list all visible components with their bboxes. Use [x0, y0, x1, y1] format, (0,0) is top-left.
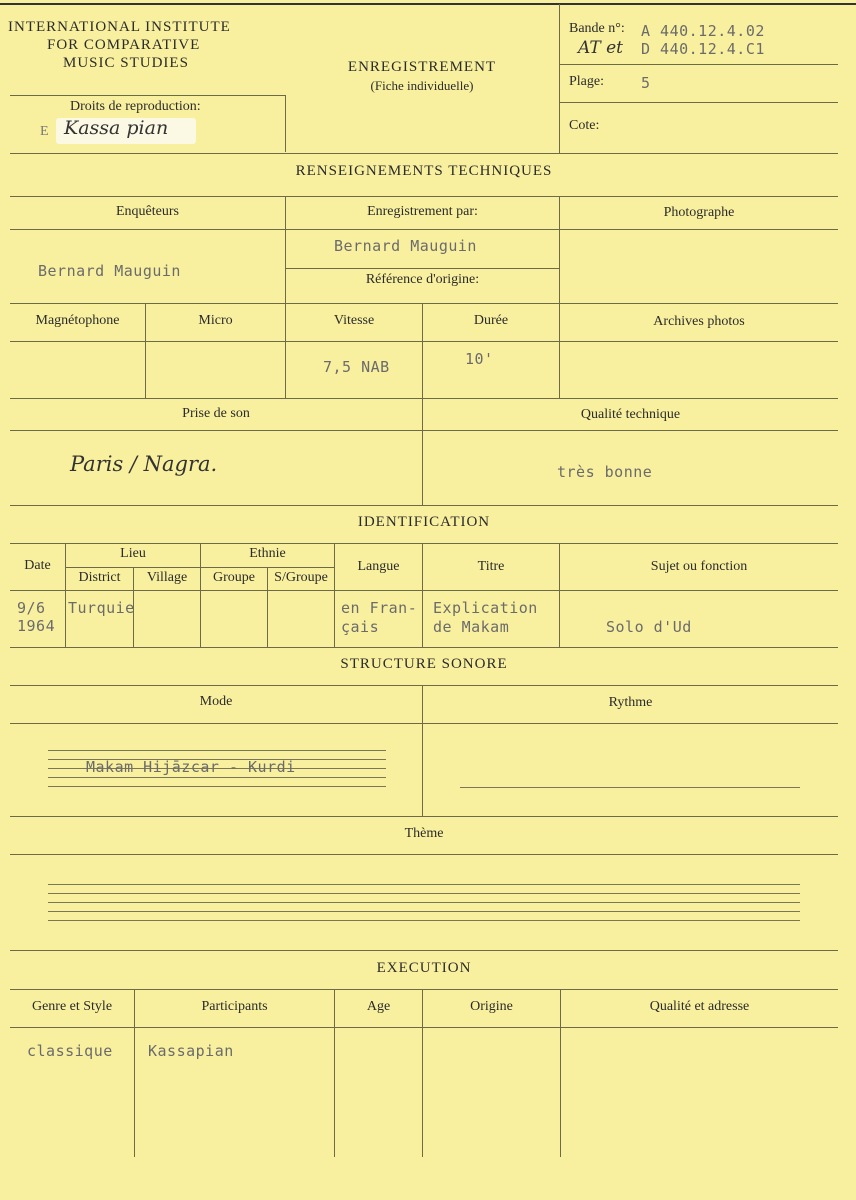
- section-title-technique: RENSEIGNEMENTS TECHNIQUES: [295, 163, 553, 179]
- theme-label: Thème: [404, 826, 444, 841]
- theme-staff-line: [48, 920, 800, 921]
- institute-line-2: FOR COMPARATIVE: [47, 37, 201, 53]
- structure-top-rule: [10, 647, 838, 648]
- titre-value-1: Explication: [433, 599, 538, 617]
- rights-handwritten: Kassa pian: [64, 117, 169, 139]
- tech-head-rule: [10, 229, 838, 230]
- qualite-value: très bonne: [557, 463, 653, 481]
- participants-value: Kassapian: [148, 1042, 234, 1060]
- bande-label: Bande n°:: [569, 21, 625, 36]
- bande-d-value: D 440.12.4.C1: [641, 40, 765, 58]
- prise-head-rule: [10, 430, 838, 431]
- micro-label: Micro: [198, 313, 233, 328]
- rythme-label: Rythme: [608, 695, 653, 710]
- genre-label: Genre et Style: [31, 999, 113, 1014]
- enregistrement-par-value: Bernard Mauguin: [334, 237, 477, 255]
- plage-label: Plage:: [569, 74, 604, 89]
- institute-line-1: INTERNATIONAL INSTITUTE: [8, 19, 231, 35]
- langue-value-1: en Fran-: [341, 599, 418, 617]
- tech-mid-rule: [286, 268, 559, 269]
- rythme-line: [460, 787, 800, 788]
- section-title-structure: STRUCTURE SONORE: [340, 656, 508, 672]
- mode-label: Mode: [199, 694, 233, 709]
- titre-label: Titre: [477, 559, 505, 574]
- mode-staff-line: [48, 750, 386, 751]
- ethnie-label: Ethnie: [249, 546, 286, 561]
- reference-label: Référence d'origine:: [365, 272, 480, 287]
- theme-staff-line: [48, 902, 800, 903]
- structure-head-rule: [10, 685, 838, 686]
- mode-value: Makam Hijāzcar - Kurdi: [86, 758, 296, 776]
- bande-at-handwritten: AT et: [578, 38, 623, 58]
- magnetophone-label: Magnétophone: [35, 313, 120, 328]
- district-value: Turquie: [68, 599, 135, 617]
- execution-top-rule: [10, 950, 838, 951]
- rule-technique-bottom: [10, 196, 838, 197]
- theme-staff-line: [48, 884, 800, 885]
- sujet-value: Solo d'Ud: [606, 618, 692, 636]
- mode-head-rule: [10, 723, 838, 724]
- enqueteurs-value: Bernard Mauguin: [38, 262, 181, 280]
- date-label: Date: [24, 558, 51, 573]
- vitesse-value: 7,5 NAB: [323, 358, 390, 376]
- enqueteurs-label: Enquêteurs: [116, 204, 179, 219]
- tech-row2-top: [10, 303, 838, 304]
- duree-value: 10': [465, 350, 494, 368]
- langue-value-2: çais: [341, 618, 380, 636]
- ident-head-bottom: [10, 590, 838, 591]
- theme-top-rule: [10, 816, 838, 817]
- date-value-day: 9/6: [17, 599, 46, 617]
- archives-label: Archives photos: [653, 314, 745, 329]
- form-subtitle: (Fiche individuelle): [370, 78, 474, 93]
- vitesse-label: Vitesse: [333, 313, 375, 328]
- ident-head-rule: [10, 543, 838, 544]
- ident-top-rule: [10, 505, 838, 506]
- photographe-label: Photographe: [663, 205, 735, 220]
- prise-label: Prise de son: [182, 406, 250, 421]
- equip-head-rule: [10, 341, 838, 342]
- mode-staff-line: [48, 777, 386, 778]
- qualite-label: Qualité technique: [580, 407, 681, 422]
- rights-label: Droits de reproduction:: [70, 99, 201, 114]
- plage-value: 5: [641, 74, 651, 92]
- rights-box-right: [285, 95, 286, 152]
- prise-top-rule: [10, 398, 838, 399]
- date-value-year: 1964: [17, 617, 56, 635]
- institute-line-3: MUSIC STUDIES: [63, 55, 189, 71]
- district-label: District: [78, 570, 121, 585]
- bande-a-value: A 440.12.4.02: [641, 22, 765, 40]
- lieu-label: Lieu: [120, 546, 146, 561]
- theme-staff-line: [48, 911, 800, 912]
- theme-head-rule: [10, 854, 838, 855]
- ident-sub-rule: [65, 567, 334, 568]
- card-top-edge: [0, 3, 856, 5]
- header-right-divider: [559, 4, 560, 154]
- mode-staff-line: [48, 786, 386, 787]
- sujet-label: Sujet ou fonction: [650, 559, 748, 574]
- genre-value: classique: [27, 1042, 113, 1060]
- bande-underline: [560, 64, 838, 65]
- section-title-execution: EXECUTION: [376, 960, 472, 976]
- village-label: Village: [146, 570, 188, 585]
- section-title-identification: IDENTIFICATION: [357, 514, 491, 530]
- enregistrement-par-label: Enregistrement par:: [367, 204, 478, 219]
- prise-handwritten: Paris / Nagra.: [70, 452, 218, 476]
- duree-label: Durée: [473, 313, 509, 328]
- theme-staff-line: [48, 893, 800, 894]
- rights-box-top: [10, 95, 285, 96]
- origine-label: Origine: [470, 999, 513, 1014]
- form-title: ENREGISTREMENT: [347, 59, 497, 75]
- rule-technique-top: [10, 153, 838, 154]
- titre-value-2: de Makam: [433, 618, 510, 636]
- groupe-label: Groupe: [213, 570, 255, 585]
- qualite-adresse-label: Qualité et adresse: [649, 999, 750, 1014]
- langue-label: Langue: [357, 559, 400, 574]
- participants-label: Participants: [201, 999, 268, 1014]
- age-label: Age: [366, 999, 391, 1014]
- sgroupe-label: S/Groupe: [274, 570, 328, 585]
- plage-underline: [560, 102, 838, 103]
- exec-col-head-rule: [10, 1027, 838, 1028]
- cote-label: Cote:: [569, 118, 600, 133]
- rights-prefix: E: [40, 124, 49, 139]
